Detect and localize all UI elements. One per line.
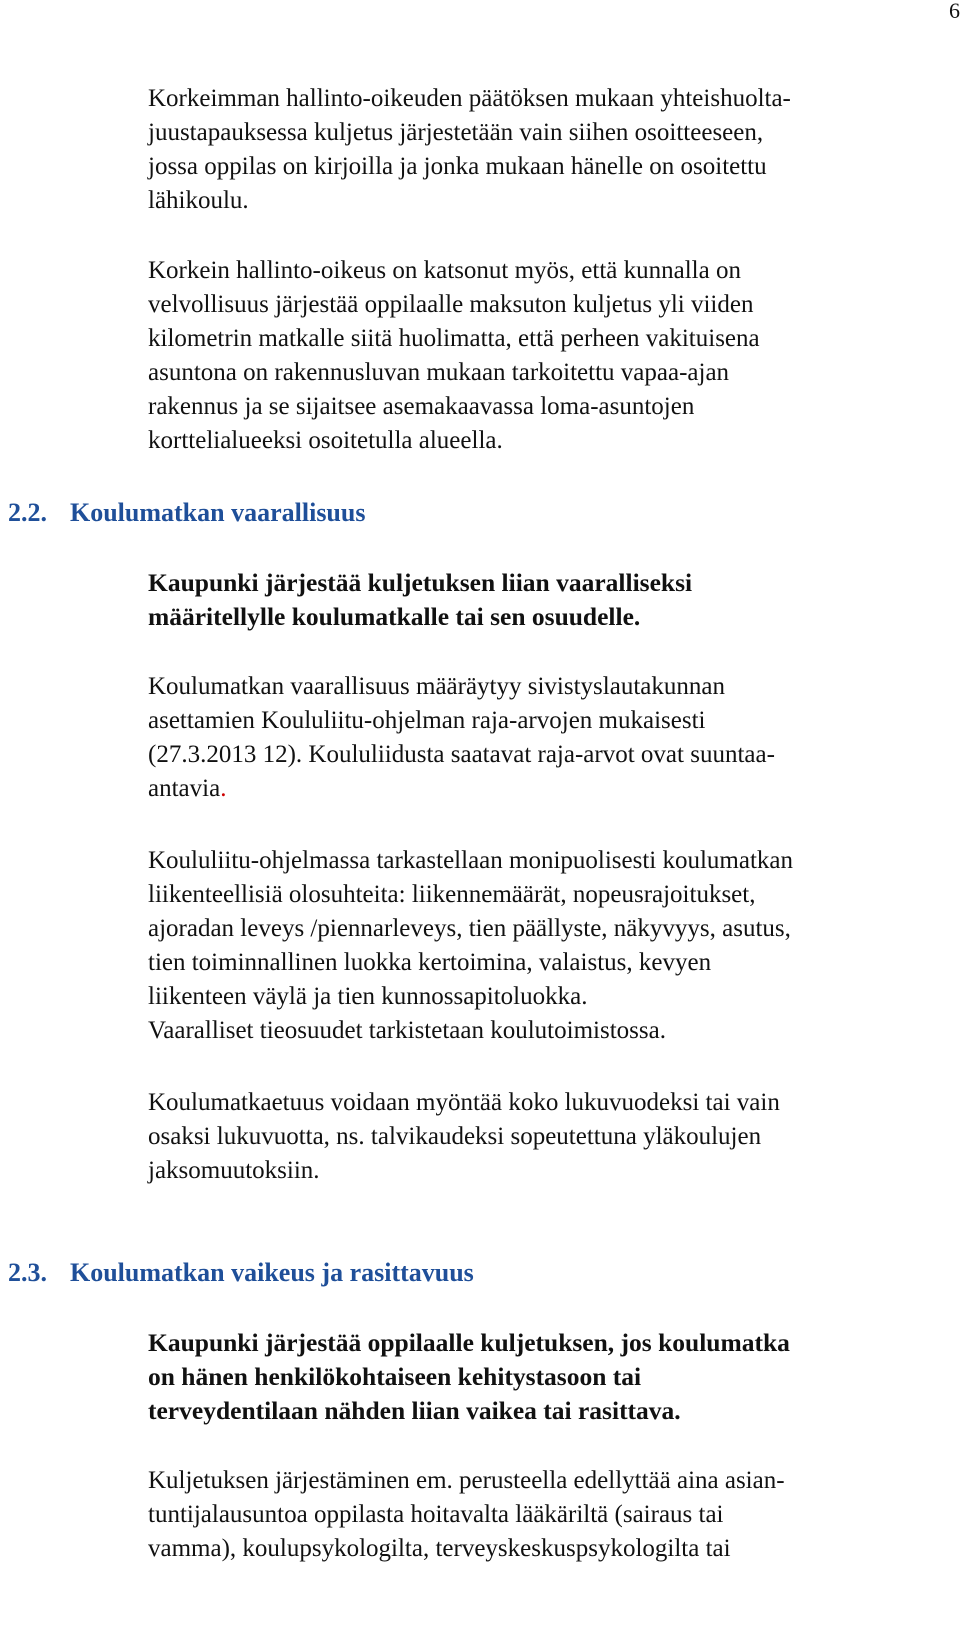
text-line: liikenteellisiä olosuhteita: liikennemäärät, nopeusrajoitukset, (148, 881, 756, 908)
text-line: velvollisuus järjestää oppilaalle maksuton kuljetus yli viiden (148, 291, 754, 318)
text-line: asuntona on rakennusluvan mukaan tarkoitettu vapaa-ajan (148, 359, 730, 386)
section-number: 2.2. (8, 498, 47, 527)
text-line: Koulumatkaetuus voidaan myöntää koko lukuvuodeksi tai vain (148, 1089, 780, 1116)
text-line: osaksi lukuvuotta, ns. talvikaudeksi sopeutettuna yläkoulujen (148, 1123, 762, 1150)
text-line: (27.3.2013 12). Koululiidusta saatavat raja-arvot ovat suuntaa- (148, 741, 775, 768)
text-line: jaksomuutoksiin. (148, 1157, 320, 1184)
text-line (148, 774, 226, 804)
text-line: Koululiitu-ohjelmassa tarkastellaan monipuolisesti koulumatkan (148, 847, 794, 874)
text-line: tien toiminnallinen luokka kertoimina, valaistus, kevyen (148, 949, 712, 976)
page-number: 6 (949, 0, 960, 23)
text-line: tuntijalausuntoa oppilasta hoitavalta lääkäriltä (sairaus tai (148, 1501, 724, 1528)
bold-text-line: terveydentilaan nähden liian vaikea tai rasittava. (148, 1396, 681, 1425)
bold-text-line: Kaupunki järjestää kuljetuksen liian vaaralliseksi (148, 568, 693, 597)
text-line: asettamien Koululiitu-ohjelman raja-arvojen mukaisesti (148, 707, 706, 734)
text-line: rakennus ja se sijaitsee asemakaavassa loma-asuntojen (148, 393, 695, 420)
text-line: Koulumatkan vaarallisuus määräytyy sivistyslautakunnan (148, 673, 725, 700)
section-title: Koulumatkan vaarallisuus (70, 498, 366, 527)
bold-text-line: on hänen henkilökohtaiseen kehitystasoon tai (148, 1362, 642, 1391)
text-line: Kuljetuksen järjestäminen em. perusteella edellyttää aina asian- (148, 1467, 785, 1494)
text-line: juustapauksessa kuljetus järjestetään vain siihen osoitteeseen, (148, 119, 764, 146)
bold-text-line: määritellylle koulumatkalle tai sen osuudelle. (148, 602, 641, 631)
section-number: 2.3. (8, 1258, 47, 1287)
section-title: Koulumatkan vaikeus ja rasittavuus (70, 1258, 474, 1287)
text-fragment: antavia (148, 775, 221, 802)
section-heading-2-2 (8, 498, 365, 528)
text-line: jossa oppilas on kirjoilla ja jonka mukaan hänelle on osoitettu (148, 153, 767, 180)
text-line: ajoradan leveys /piennarleveys, tien päällyste, näkyvyys, asutus, (148, 915, 791, 942)
red-period: . (220, 775, 227, 802)
text-line: kilometrin matkalle siitä huolimatta, että perheen vakituisena (148, 325, 760, 352)
bold-text-line: Kaupunki järjestää oppilaalle kuljetuksen, jos koulumatka (148, 1328, 790, 1357)
text-line: vamma), koulupsykologilta, terveyskeskuspsykologilta tai (148, 1535, 731, 1562)
text-line: liikenteen väylä ja tien kunnossapitoluokka. (148, 983, 588, 1010)
text-line: Korkeimman hallinto-oikeuden päätöksen mukaan yhteishuolta- (148, 85, 791, 112)
section-heading-2-3 (8, 1258, 474, 1288)
text-line: lähikoulu. (148, 187, 249, 214)
text-line: korttelialueeksi osoitetulla alueella. (148, 427, 503, 454)
text-line: Vaaralliset tieosuudet tarkistetaan koulutoimistossa. (148, 1017, 666, 1044)
text-line: Korkein hallinto-oikeus on katsonut myös, että kunnalla on (148, 257, 741, 284)
